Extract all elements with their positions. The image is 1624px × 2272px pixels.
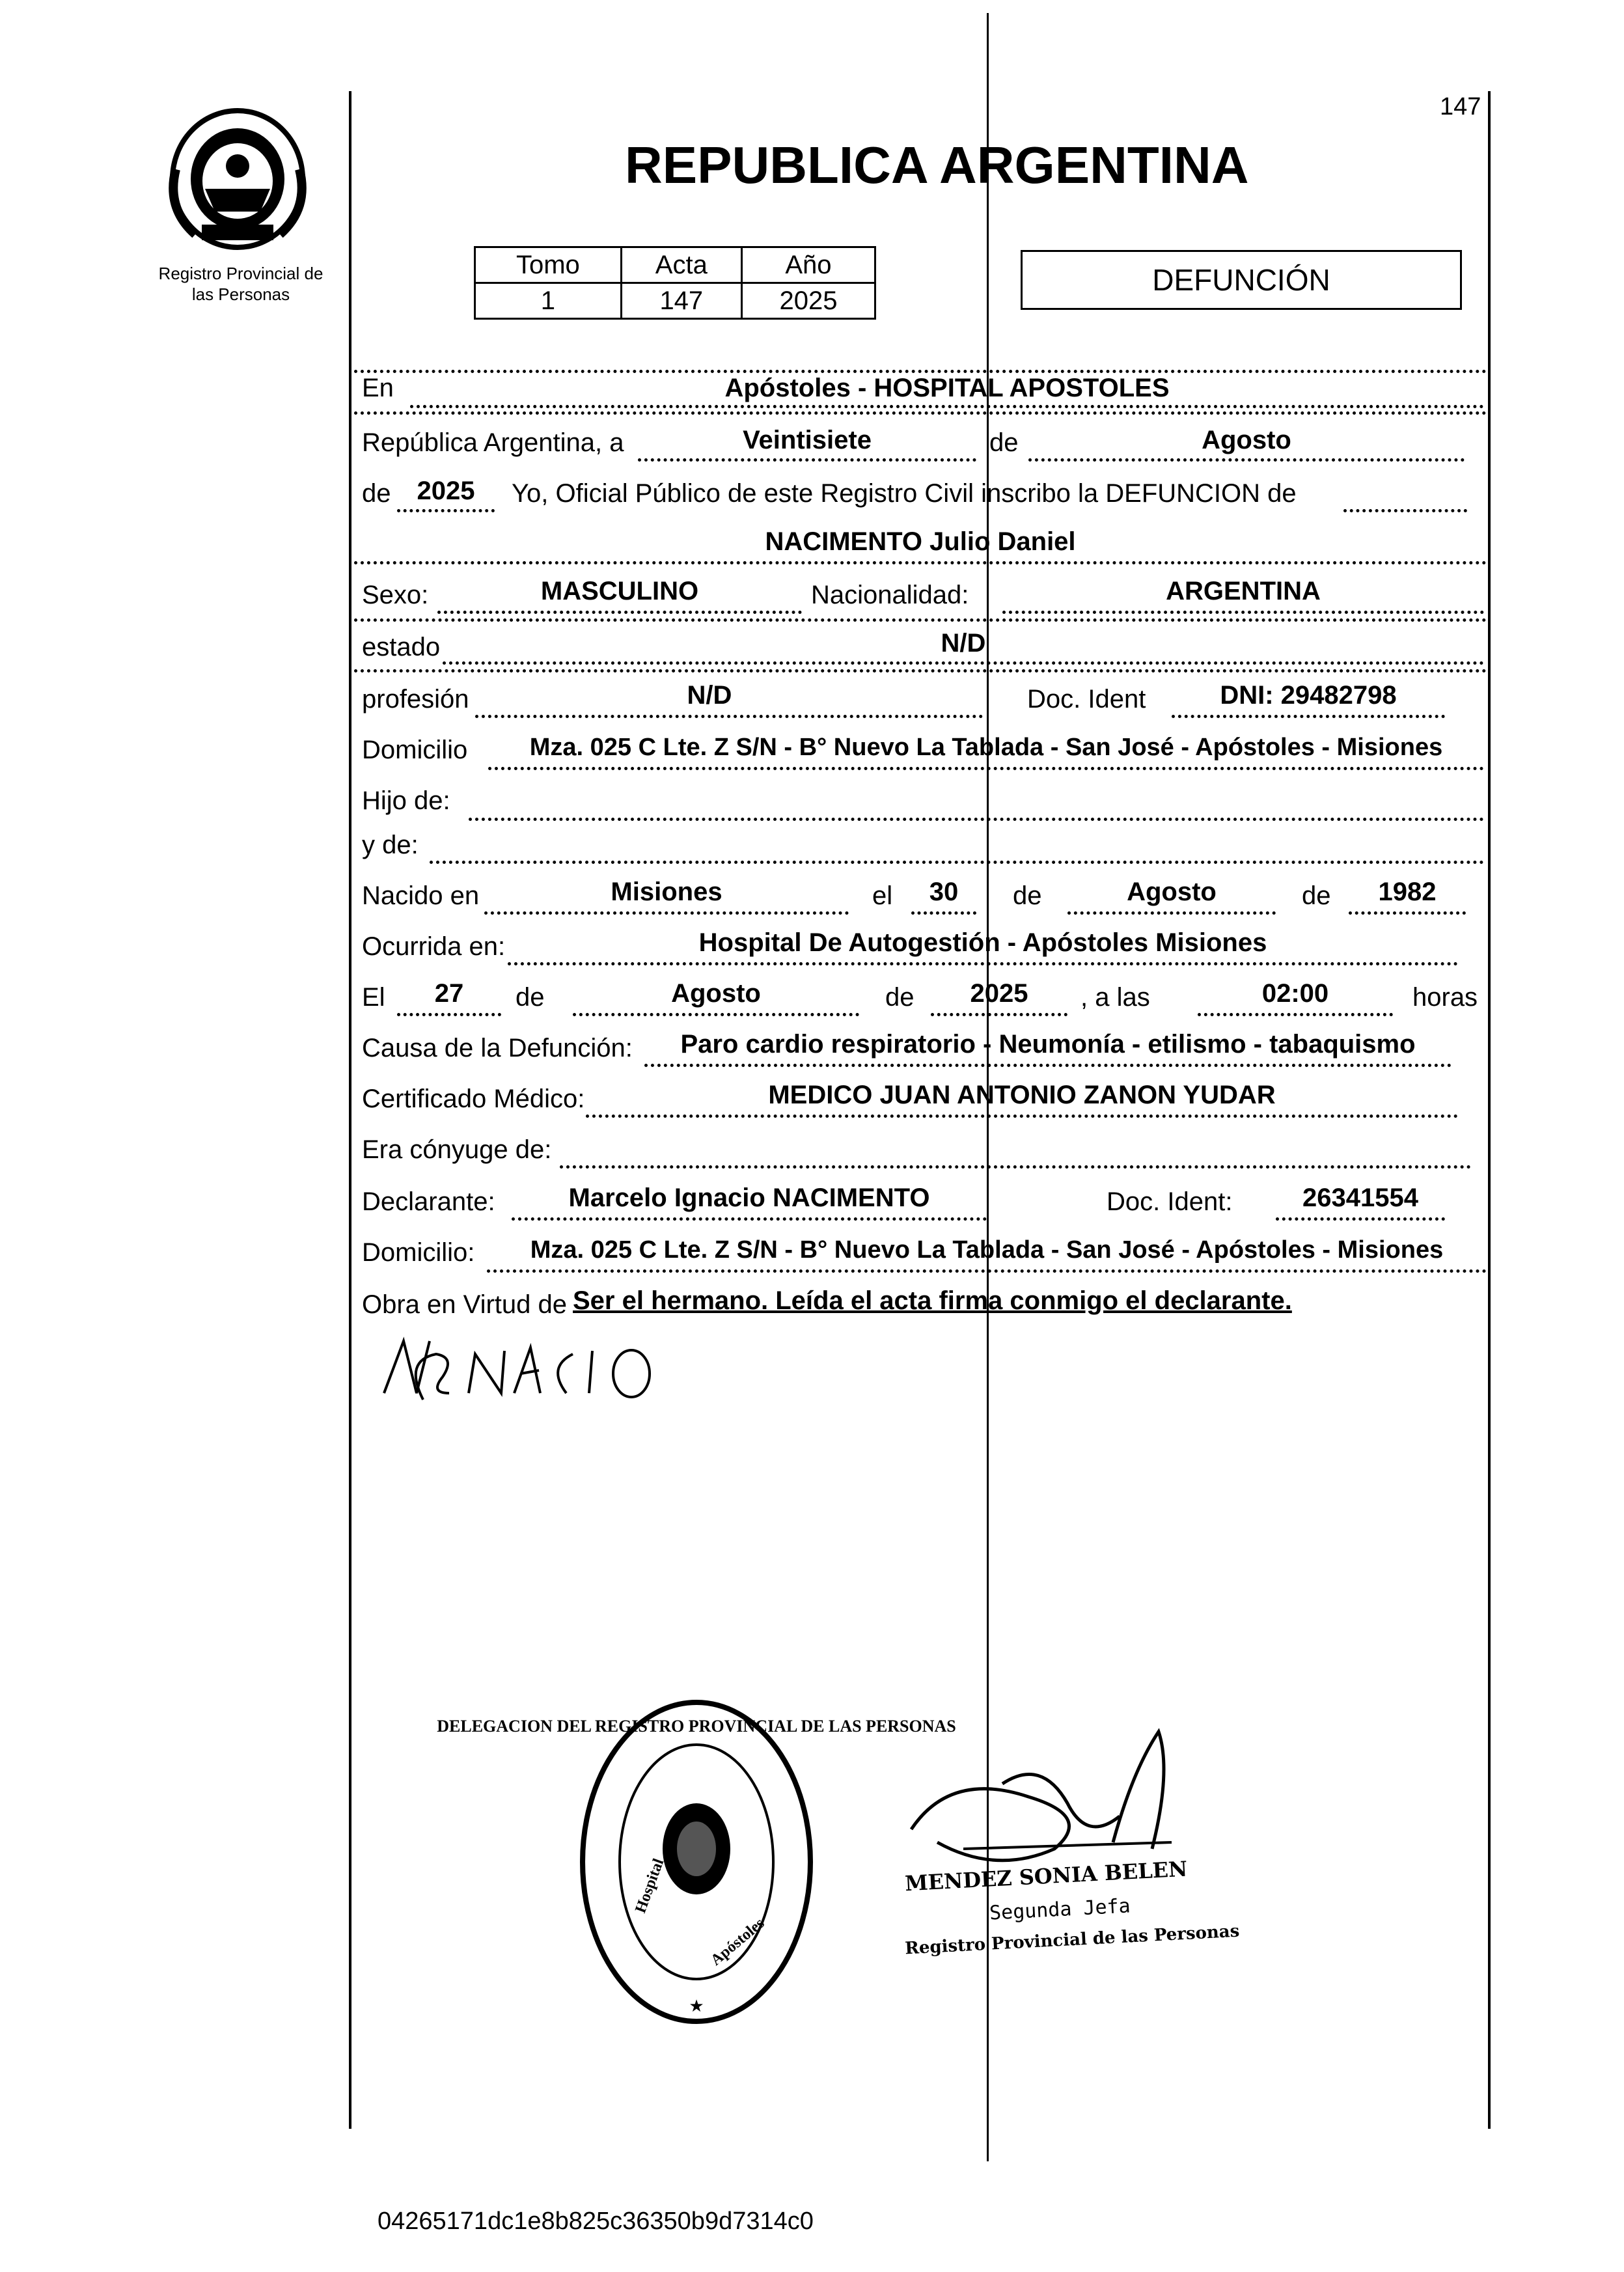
label-en: En (362, 374, 394, 402)
label-ocurrida-en: Ocurrida en: (362, 932, 506, 961)
acta-table-value-row (475, 283, 875, 319)
blank-sexo (437, 611, 802, 614)
value-sexo: MASCULINO (540, 577, 699, 605)
label-de: de (989, 428, 1019, 457)
label-domicilio-decl: Domicilio: (362, 1238, 475, 1267)
row-separator (354, 618, 1487, 622)
provincia-misiones-logo (163, 104, 312, 254)
acta-value-acta: 147 (621, 283, 741, 319)
blank-nacionalidad (1002, 611, 1484, 614)
label-doc-ident-decl: Doc. Ident: (1107, 1187, 1233, 1216)
value-def-anio: 2025 (970, 979, 1028, 1008)
registry-line2: las Personas (191, 284, 290, 304)
label-republica: República Argentina, a (362, 428, 624, 457)
label-nacido-en: Nacido en (362, 881, 480, 910)
blank-dni (1172, 715, 1445, 718)
value-nacionalidad: ARGENTINA (1166, 577, 1321, 605)
value-nombre: NACIMENTO Julio Daniel (765, 527, 1076, 556)
right-border-line (1488, 91, 1491, 2129)
document-hash: 04265171dc1e8b825c36350b9d7314c0 (378, 2208, 814, 2235)
blank-domicilio (488, 767, 1484, 770)
value-def-mes: Agosto (671, 979, 761, 1008)
acta-table-header-row (475, 247, 875, 283)
value-anio: 2025 (417, 477, 475, 505)
blank-mes (1028, 458, 1465, 462)
stamp-ring-text: DELEGACION DEL REGISTRO PROVINCIAL DE LAS PERSONAS (437, 1717, 956, 1736)
label-causa: Causa de la Defunción: (362, 1034, 633, 1062)
registry-stamp (437, 1693, 956, 2031)
label-de-def: de (516, 983, 545, 1012)
label-horas: horas (1412, 983, 1478, 1012)
blank-y-de (430, 861, 1484, 864)
blank-nacido-en (484, 911, 849, 915)
value-certificado: MEDICO JUAN ANTONIO ZANON YUDAR (768, 1081, 1276, 1109)
label-hijo-de: Hijo de: (362, 786, 450, 815)
row-separator (354, 669, 1487, 672)
blank-yo (1343, 509, 1467, 512)
blank-def-dia (397, 1013, 501, 1016)
official-org: Registro Provincial de las Personas (904, 1921, 1240, 1959)
label-el: el (872, 881, 893, 910)
blank-certificado (586, 1115, 1458, 1118)
acta-value-anio: 2025 (741, 283, 875, 319)
label-doc-ident: Doc. Ident (1027, 685, 1146, 713)
blank-causa (644, 1064, 1452, 1067)
stamp-inner-right: Apóstoles (708, 1915, 768, 1969)
label-de-def-anio: de (885, 983, 915, 1012)
blank-declarante (512, 1217, 987, 1221)
blank-def-mes (573, 1013, 859, 1016)
blank-ocurrida-en (508, 962, 1458, 965)
blank-nac-anio (1349, 911, 1466, 915)
acta-header-acta: Acta (621, 247, 741, 283)
blank-def-anio (931, 1013, 1067, 1016)
document-title: REPUBLICA ARGENTINA (625, 136, 1249, 194)
official-role: Segunda Jefa (989, 1894, 1131, 1925)
value-estado: N/D (941, 629, 986, 658)
value-domicilio-decl: Mza. 025 C Lte. Z S/N - B° Nuevo La Tablada - San José - Apóstoles - Misiones (530, 1236, 1444, 1264)
value-dni: DNI: 29482798 (1220, 681, 1397, 710)
row-separator (354, 411, 1487, 415)
value-nac-mes: Agosto (1127, 878, 1217, 906)
blank-declarante-doc (1276, 1217, 1445, 1221)
blank-domicilio-decl (487, 1269, 1487, 1273)
value-profesion: N/D (687, 681, 732, 710)
page-number: 147 (1440, 93, 1481, 120)
label-de-year: de (362, 479, 391, 508)
label-de-nac: de (1013, 881, 1042, 910)
label-a-las: , a las (1080, 983, 1150, 1012)
acta-table (474, 246, 876, 320)
acta-header-anio: Año (741, 247, 875, 283)
label-sexo: Sexo: (362, 581, 429, 609)
blank-en (410, 405, 1484, 408)
blank-hora (1198, 1013, 1393, 1016)
acta-header-tomo: Tomo (475, 247, 622, 283)
left-border-line (349, 91, 351, 2129)
label-obra: Obra en Virtud de (362, 1290, 568, 1319)
label-y-de: y de: (362, 831, 419, 859)
blank-anio (397, 509, 495, 512)
label-declarante: Declarante: (362, 1187, 495, 1216)
acta-value-tomo: 1 (475, 283, 622, 319)
value-obra: Ser el hermano. Leída el acta firma conmigo el declarante. (573, 1286, 1292, 1315)
blank-hijo-de (469, 818, 1484, 821)
blank-nac-dia (911, 911, 976, 915)
label-certificado: Certificado Médico: (362, 1085, 585, 1113)
record-type-box: DEFUNCIÓN (1021, 250, 1462, 310)
value-declarante: Marcelo Ignacio NACIMENTO (568, 1184, 930, 1212)
stamp-inner-left: Hospital (632, 1856, 668, 1916)
value-mes: Agosto (1202, 426, 1291, 454)
label-estado: estado (362, 633, 441, 661)
registry-line1: Registro Provincial de (158, 264, 323, 283)
svg-text:★: ★ (689, 1996, 704, 2016)
value-declarante-doc: 26341554 (1302, 1184, 1418, 1212)
label-yo: Yo, Oficial Público de este Registro Civil inscribo la DEFUNCION de (512, 479, 1297, 508)
label-de-nac-anio: de (1302, 881, 1331, 910)
value-def-dia: 27 (434, 979, 464, 1008)
label-nacionalidad: Nacionalidad: (811, 581, 969, 609)
blank-estado (443, 661, 1484, 665)
row-separator (354, 561, 1487, 564)
blank-conyuge (560, 1165, 1471, 1169)
label-domicilio: Domicilio (362, 736, 468, 764)
value-nacido-en: Misiones (611, 878, 723, 906)
label-el-cap: El (362, 983, 385, 1012)
value-ocurrida-en: Hospital De Autogestión - Apóstoles Misiones (698, 928, 1267, 957)
blank-profesion (475, 715, 983, 718)
official-name: MENDEZ SONIA BELEN (904, 1856, 1189, 1896)
blank-dia (638, 458, 976, 462)
declarant-signature (378, 1322, 664, 1413)
value-nac-dia: 30 (929, 878, 959, 906)
value-dia-letras: Veintisiete (743, 426, 872, 454)
value-causa: Paro cardio respiratorio - Neumonía - etilismo - tabaquismo (680, 1030, 1416, 1059)
label-profesion: profesión (362, 685, 469, 713)
value-domicilio: Mza. 025 C Lte. Z S/N - B° Nuevo La Tablada - San José - Apóstoles - Misiones (529, 734, 1443, 761)
value-hora: 02:00 (1261, 979, 1329, 1008)
blank-nac-mes (1067, 911, 1276, 915)
value-nac-anio: 1982 (1378, 878, 1437, 906)
value-lugar: Apóstoles - HOSPITAL APOSTOLES (724, 374, 1170, 402)
label-conyuge: Era cónyuge de: (362, 1135, 552, 1164)
